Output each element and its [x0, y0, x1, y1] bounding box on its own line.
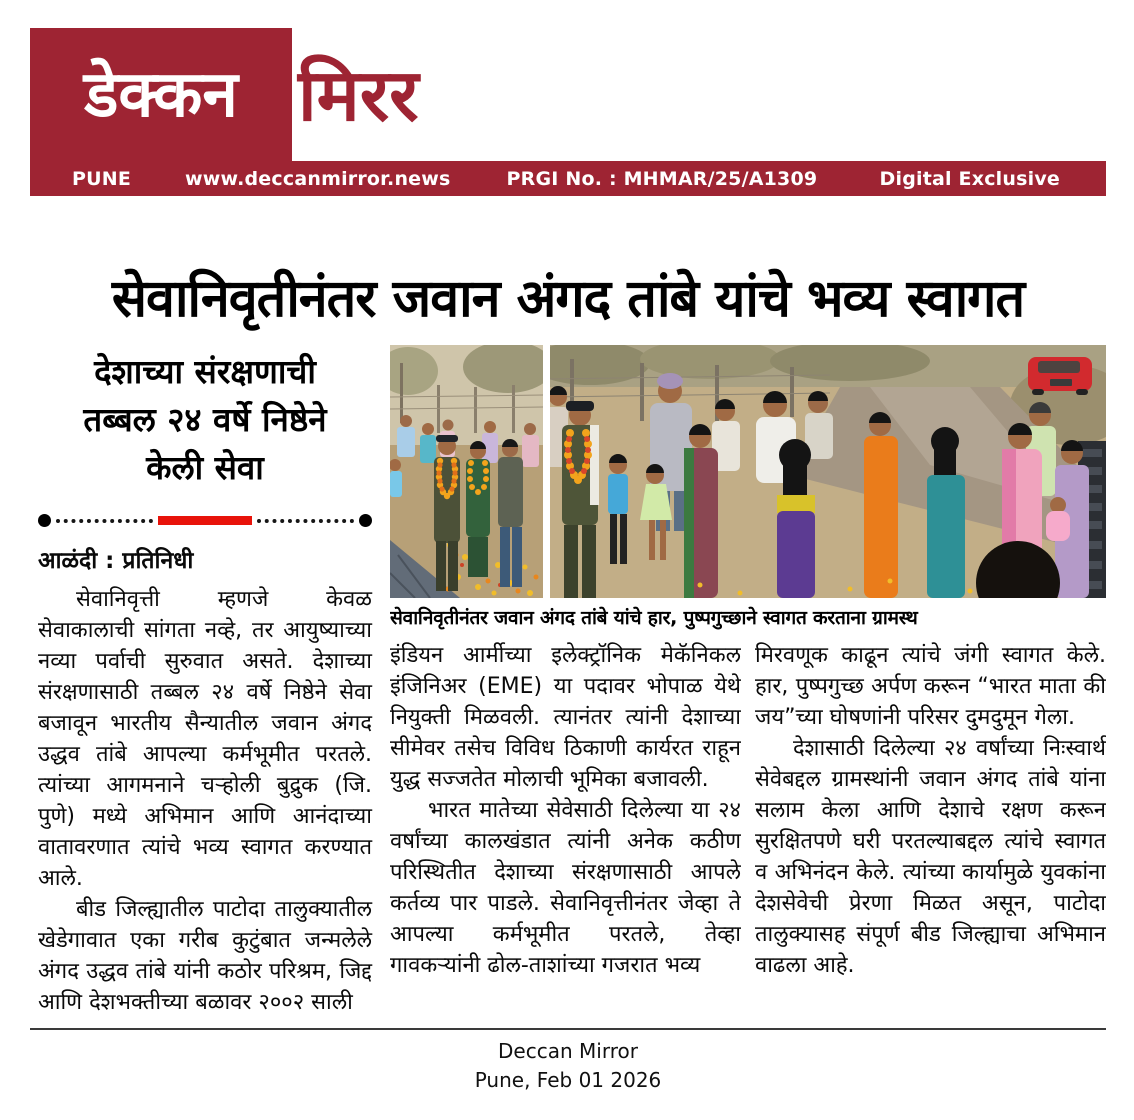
masthead-logo-secondary: मिरर — [298, 52, 419, 137]
sub-headline-line-3: केली सेवा — [146, 448, 264, 487]
footer-dateline: Pune, Feb 01 2026 — [474, 1068, 662, 1092]
divider-dot-left — [38, 514, 51, 527]
paragraph: भारत मातेच्या सेवेसाठी दिलेल्या या २४ वर्षांच्या कालखंडात त्यांनी अनेक कठीण परिस्थितीत देशाच्या संरक्षणासाठी आपले कर्तव्य पार पाडले. सेवानिवृत्तीनंतर जेव्हा ते आपल्या कर्मभूमीत परतले, तेव्हा गावकऱ्यांनी ढोल-ताशांच्या गजरात भव्य — [390, 798, 741, 978]
article-column-2 — [390, 640, 741, 981]
sub-headline-line-2: तब्बल २४ वर्षे निष्ठेने — [83, 400, 327, 439]
article-column-1 — [38, 584, 372, 1018]
masthead-info-bar — [30, 161, 1106, 196]
sub-headline — [38, 348, 372, 492]
page-footer — [30, 1028, 1106, 1095]
byline: आळंदी : प्रतिनिधी — [38, 548, 194, 574]
masthead-logo-primary: डेक्कन — [84, 57, 238, 132]
article-column-3 — [755, 640, 1106, 981]
photo-strip — [390, 345, 1106, 598]
garlanded-woman-figure — [466, 441, 490, 577]
sub-headline-line-1: देशाच्या संरक्षणाची — [94, 352, 316, 391]
paragraph: देशासाठी दिलेल्या २४ वर्षांच्या निःस्वार्थ सेवेबद्दल ग्रामस्थांनी जवान अंगद तांबे यांना सलाम केला आणि देशाचे रक्षण करून सुरक्षितपणे घरी परतल्याबद्दल त्यांचे स्वागत व अभिनंदन केले. त्यांच्या कार्यामुळे युवकांना देशसेवेची प्रेरणा मिळत असून, पाटोदा तालुक्यासह संपूर्ण बीड जिल्ह्याचा अभिमान वाढला आहे. — [755, 736, 1106, 978]
main-headline: सेवानिवृतीनंतर जवान अंगद तांबे यांचे भव्य स्वागत — [111, 268, 1025, 329]
photo-caption: सेवानिवृतीनंतर जवान अंगद तांबे यांचे हार, पुष्पगुच्छाने स्वागत करताना ग्रामस्थ — [390, 607, 918, 629]
divider-red-bar — [158, 516, 252, 525]
photo-and-text-area — [390, 345, 1106, 981]
left-column — [38, 348, 372, 1018]
photo-right-villagers-greeting — [550, 345, 1106, 598]
paragraph: मिरवणूक काढून त्यांचे जंगी स्वागत केले. हार, पुष्पगुच्छ अर्पण करून “भारत माता की जय”च्या घोषणांनी परिसर दुमदुमून गेला. — [755, 643, 1106, 730]
edition-label: Digital Exclusive — [879, 167, 1060, 190]
prgi-number-label: PRGI No. : MHMAR/25/A1309 — [506, 167, 818, 190]
paragraph: बीड जिल्ह्यातील पाटोदा तालुक्यातील खेडेगावात एका गरीब कुटुंबात जन्मलेले अंगद उद्धव तांबे यांनी कठोर परिश्रम, जिद्द आणि देशभक्तीच्या बळावर २००२ साली — [38, 897, 372, 1015]
text-columns — [390, 640, 1106, 981]
footer-publication: Deccan Mirror — [498, 1039, 638, 1063]
divider-dotted-line-right — [257, 519, 354, 523]
red-car — [1028, 357, 1092, 395]
photo-left-garlanded-soldier — [390, 345, 543, 598]
divider-dot-right — [359, 514, 372, 527]
paragraph: इंडियन आर्मीच्या इलेक्ट्रॉनिक मेकॅनिकल इंजिनिअर (EME) या पदावर भोपाळ येथे नियुक्ती मिळवली. त्यानंतर त्यांनी देशाच्या सीमेवर तसेच विविध ठिकाणी कार्यरत राहून युद्ध सज्जतेत मोलाची भूमिका बजावली. — [390, 643, 741, 792]
divider-dotted-line-left — [56, 519, 153, 523]
website-label: www.deccanmirror.news — [185, 167, 451, 190]
masthead-logo-box — [30, 28, 292, 161]
city-label: PUNE — [72, 167, 132, 190]
section-divider — [38, 514, 372, 527]
paragraph: सेवानिवृत्ती म्हणजे केवळ सेवाकालाची सांगता नव्हे, तर आयुष्याच्या नव्या पर्वाची सुरुवात असते. देशाच्या संरक्षणासाठी तब्बल २४ वर्षे निष्ठेने सेवा बजावून भारतीय सैन्यातील जवान अंगद उद्धव तांबे आपल्या कर्मभूमीत परतले. त्यांच्या आगमनाने चऱ्होली बुद्रुक (जि. पुणे) मध्ये अभिमान आणि आनंदाच्या वातावरणात त्यांचे भव्य स्वागत करण्यात आले. — [38, 587, 372, 891]
